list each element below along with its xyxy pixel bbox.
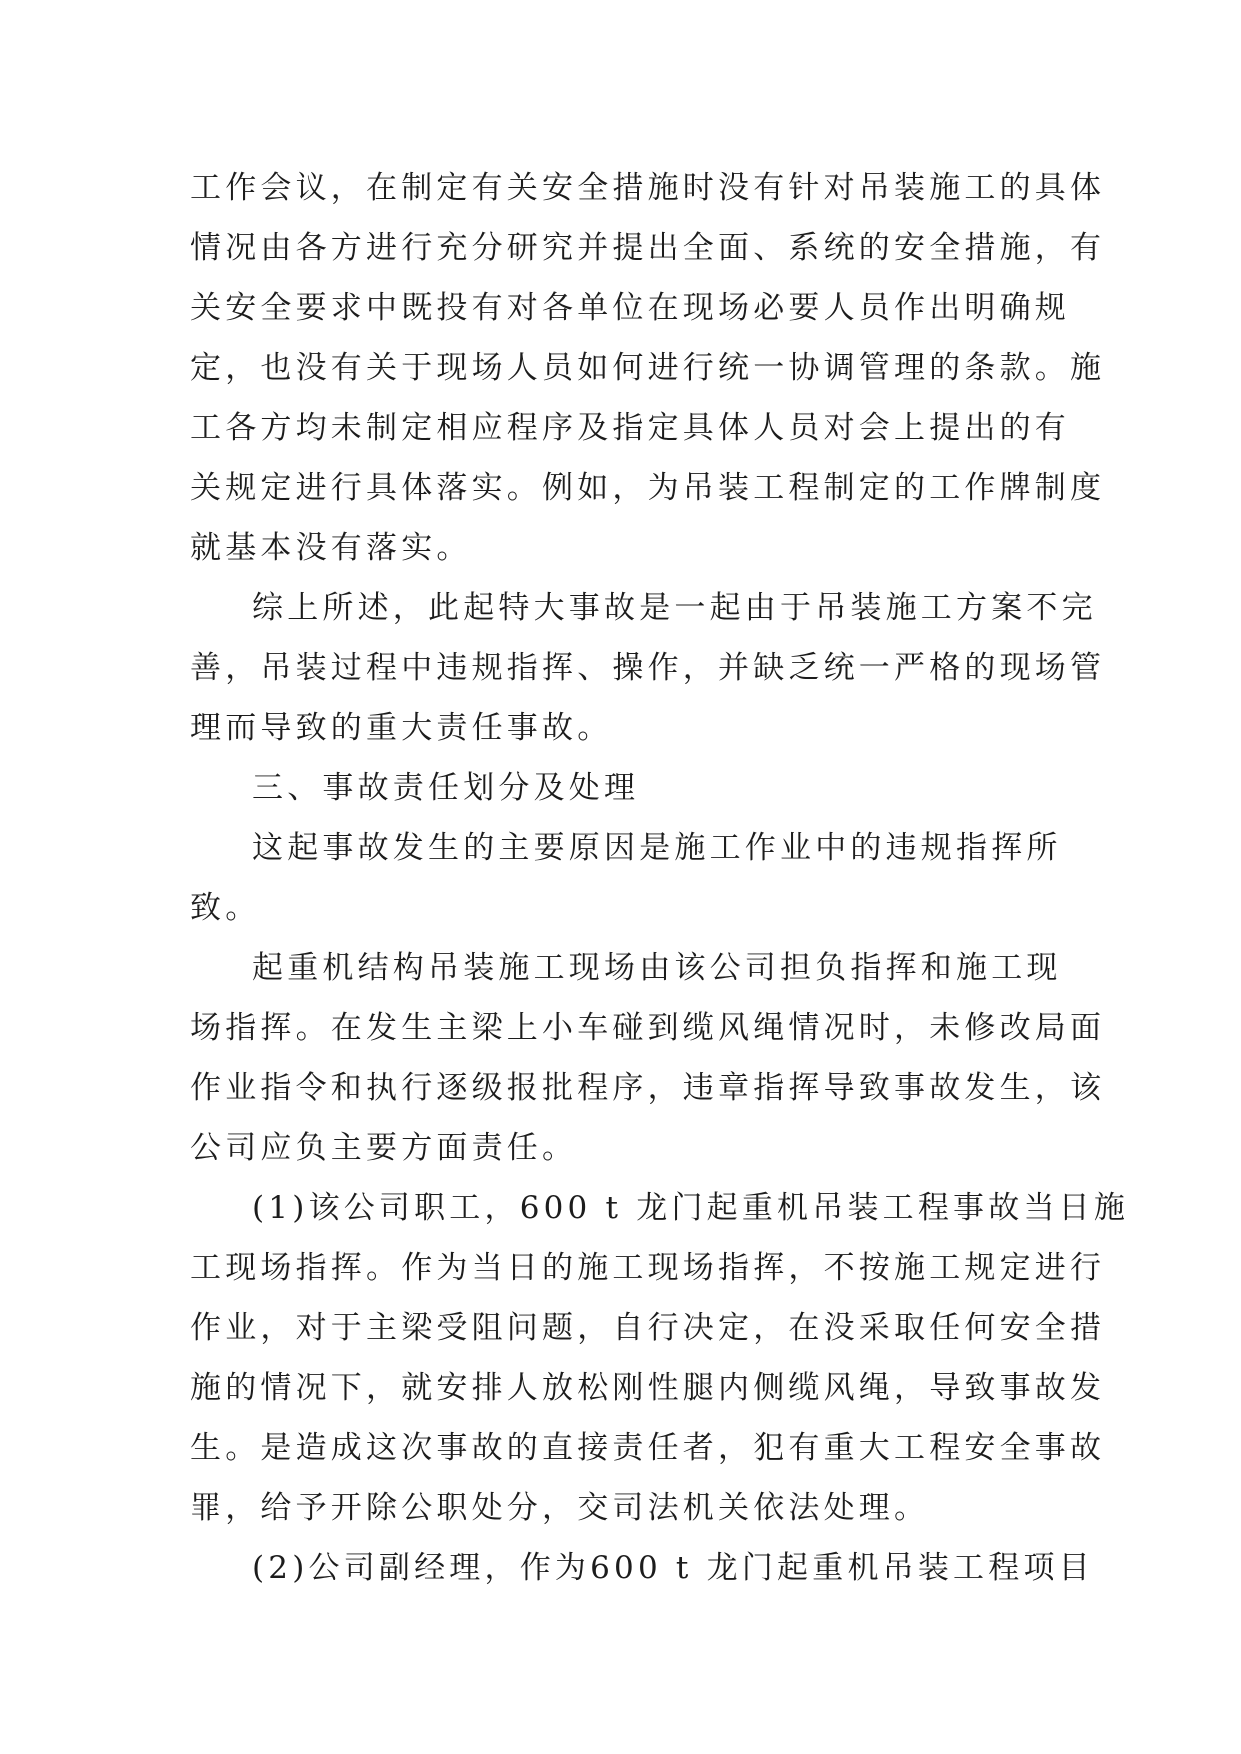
text-line: 理而导致的重大责任事故。 (190, 710, 613, 746)
text-line: 公司应负主要方面责任。 (190, 1130, 578, 1166)
text-line: (1)该公司职工，600 t 龙门起重机吊装工程事故当日施 (252, 1190, 1130, 1226)
text-line: 善，吊装过程中违规指挥、操作，并缺乏统一严格的现场管 (190, 650, 1106, 686)
text-line: 工作会议，在制定有关安全措施时没有针对吊装施工的具体 (190, 170, 1106, 206)
document-body (190, 158, 1130, 1598)
text-line: 定，也没有关于现场人员如何进行统一协调管理的条款。施 (190, 350, 1106, 386)
text-line: 致。 (190, 890, 261, 926)
text-line: 作业，对于主梁受阻问题，自行决定，在没采取任何安全措 (190, 1310, 1106, 1346)
text-line: (2)公司副经理，作为600 t 龙门起重机吊装工程项目 (252, 1550, 1094, 1586)
text-line: 关规定进行具体落实。例如，为吊装工程制定的工作牌制度 (190, 470, 1106, 506)
section-heading: 三、事故责任划分及处理 (252, 770, 640, 806)
text-line: 这起事故发生的主要原因是施工作业中的违规指挥所 (252, 830, 1062, 866)
text-line: 施的情况下，就安排人放松刚性腿内侧缆风绳，导致事故发 (190, 1370, 1106, 1406)
text-line: 工现场指挥。作为当日的施工现场指挥，不按施工规定进行 (190, 1250, 1106, 1286)
text-line: 作业指令和执行逐级报批程序，违章指挥导致事故发生，该 (190, 1070, 1106, 1106)
text-line: 生。是造成这次事故的直接责任者，犯有重大工程安全事故 (190, 1430, 1106, 1466)
text-line: 关安全要求中既投有对各单位在现场必要人员作出明确规 (190, 290, 1070, 326)
text-line: 起重机结构吊装施工现场由该公司担负指挥和施工现 (252, 950, 1062, 986)
text-line: 工各方均未制定相应程序及指定具体人员对会上提出的有 (190, 410, 1070, 446)
text-line: 场指挥。在发生主梁上小车碰到缆风绳情况时，未修改局面 (190, 1010, 1106, 1046)
text-line: 罪，给予开除公职处分，交司法机关依法处理。 (190, 1490, 930, 1526)
text-line: 综上所述，此起特大事故是一起由于吊装施工方案不完 (252, 590, 1097, 626)
text-line: 就基本没有落实。 (190, 530, 472, 566)
text-line: 情况由各方进行充分研究并提出全面、系统的安全措施，有 (190, 230, 1106, 266)
